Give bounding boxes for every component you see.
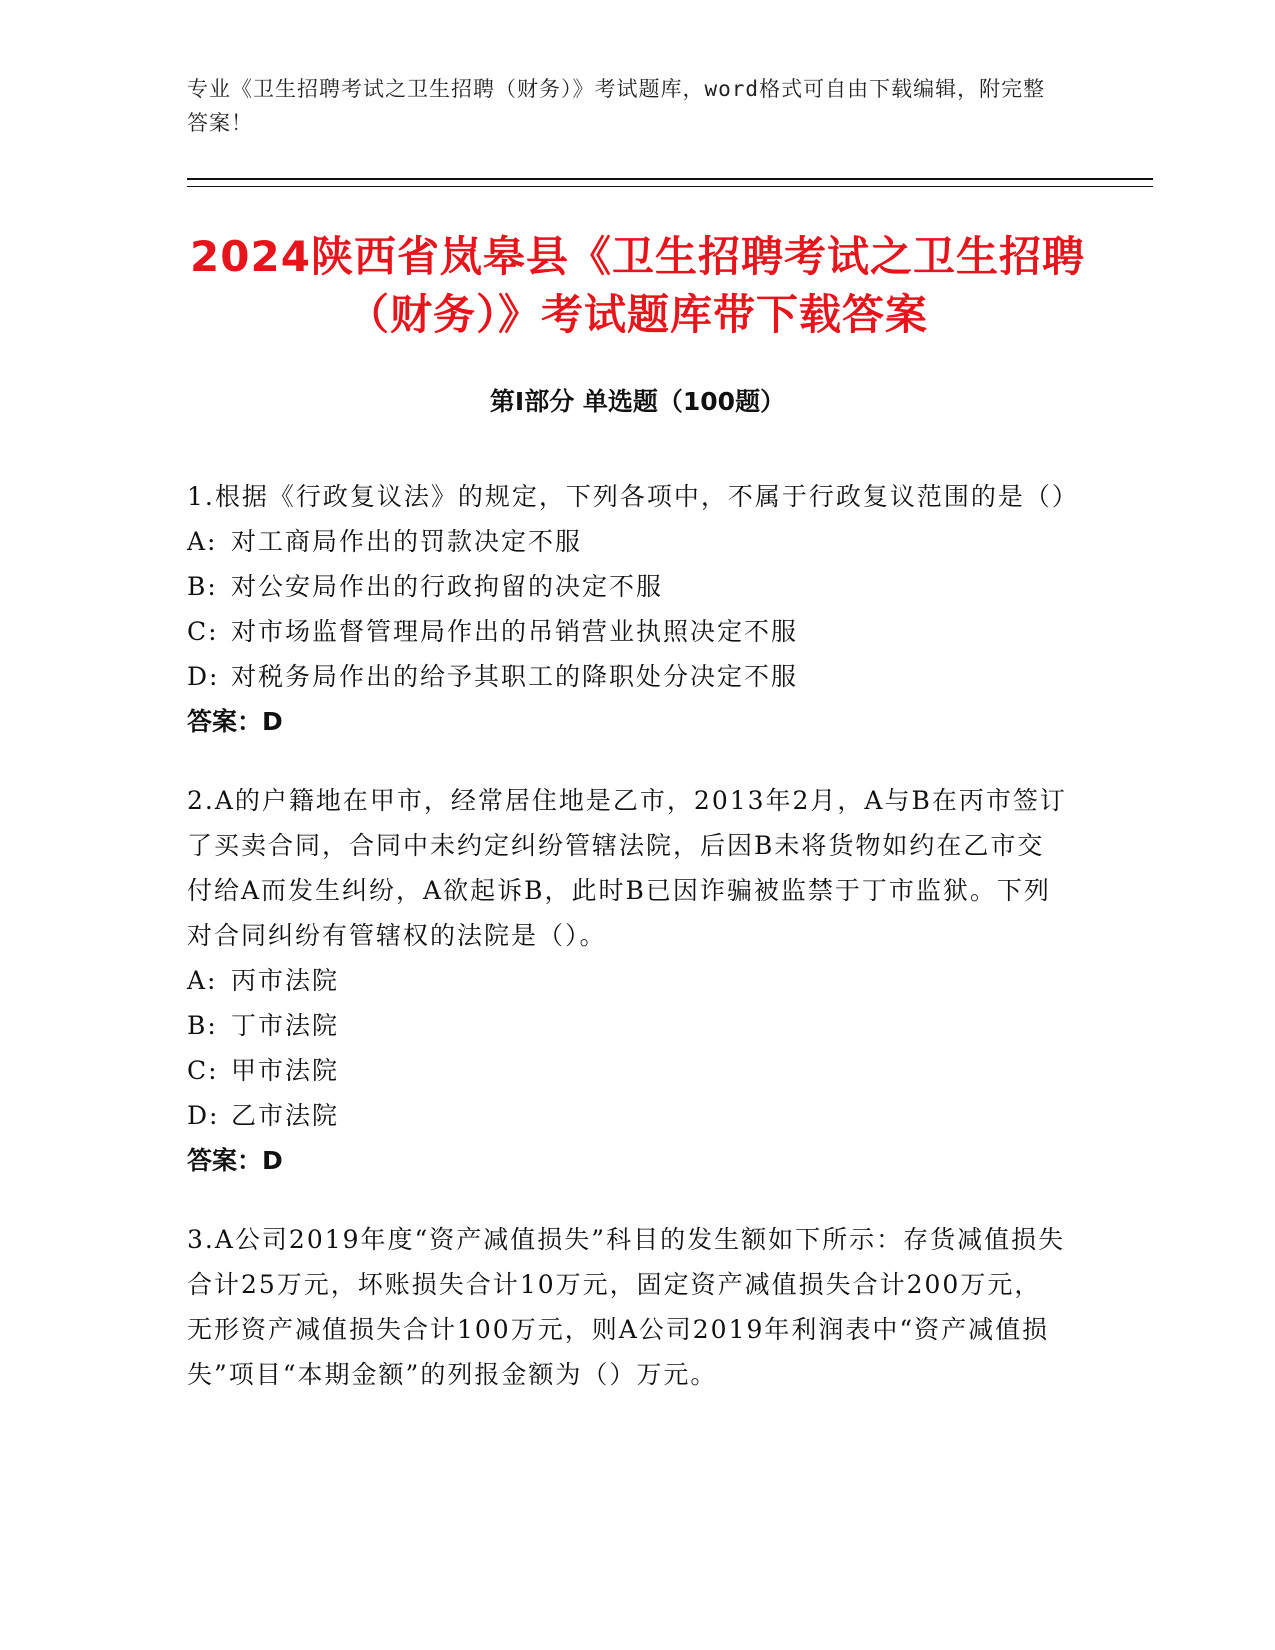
option-key: D:: [187, 1101, 220, 1130]
question-stem: 2.A的户籍地在甲市，经常居住地是乙市，2013年2月，A与B在丙市签订了买卖合同，合同中未约定纠纷管辖法院，后因B未将货物如约在乙市交付给A而发生纠纷，A欲起诉B，此时B已因诈骗被监禁于丁市监狱。下列对合同纠纷有管辖权的法院是（）。: [187, 786, 1067, 950]
option-key: A:: [187, 527, 218, 556]
option-a: [187, 958, 1067, 1003]
option-b: [187, 1003, 1067, 1048]
option-key: B:: [187, 572, 218, 601]
question-1: [187, 474, 1079, 744]
option-text: 对税务局作出的给予其职工的降职处分决定不服: [231, 662, 799, 691]
option-text: 对市场监督管理局作出的吊销营业执照决定不服: [231, 617, 799, 646]
option-a: [187, 519, 1067, 564]
option-text: 对公安局作出的行政拘留的决定不服: [231, 572, 664, 601]
option-key: C:: [187, 617, 219, 646]
option-key: B:: [187, 1011, 218, 1040]
option-text: 乙市法院: [231, 1101, 340, 1130]
option-text: 丙市法院: [231, 966, 340, 995]
option-text: 甲市法院: [231, 1056, 340, 1085]
answer-line: 答案：D: [187, 1146, 283, 1175]
document-title: 2024陕西省岚皋县《卫生招聘考试之卫生招聘（财务）》考试题库带下载答案: [190, 232, 1085, 339]
option-c: [187, 609, 1067, 654]
header-rule-thin: [187, 186, 1153, 187]
option-text: 丁市法院: [231, 1011, 340, 1040]
option-c: [187, 1048, 1067, 1093]
question-list: [187, 474, 1079, 1431]
option-d: [187, 654, 1067, 699]
question-2: [187, 778, 1067, 1183]
answer-line: 答案：D: [187, 707, 283, 736]
section-title: 第Ⅰ部分 单选题（100题）: [489, 387, 786, 416]
header-note: 专业《卫生招聘考试之卫生招聘（财务）》考试题库，word格式可自由下载编辑，附完整答案！: [187, 77, 1046, 135]
option-text: 对工商局作出的罚款决定不服: [231, 527, 583, 556]
option-b: [187, 564, 1067, 609]
header-rule-thick: [187, 178, 1153, 180]
question-stem: 1.根据《行政复议法》的规定，下列各项中，不属于行政复议范围的是（）: [187, 482, 1079, 511]
question-stem: 3.A公司2019年度“资产减值损失”科目的发生额如下所示：存货减值损失合计25万元，坏账损失合计10万元，固定资产减值损失合计200万元，无形资产减值损失合计100万元，则A公司2019年利润表中“资产减值损失”项目“本期金额”的列报金额为（）万元。: [187, 1225, 1066, 1389]
option-key: C:: [187, 1056, 219, 1085]
option-key: D:: [187, 662, 220, 691]
option-d: [187, 1093, 1067, 1138]
option-key: A:: [187, 966, 218, 995]
question-3: [187, 1217, 1067, 1397]
